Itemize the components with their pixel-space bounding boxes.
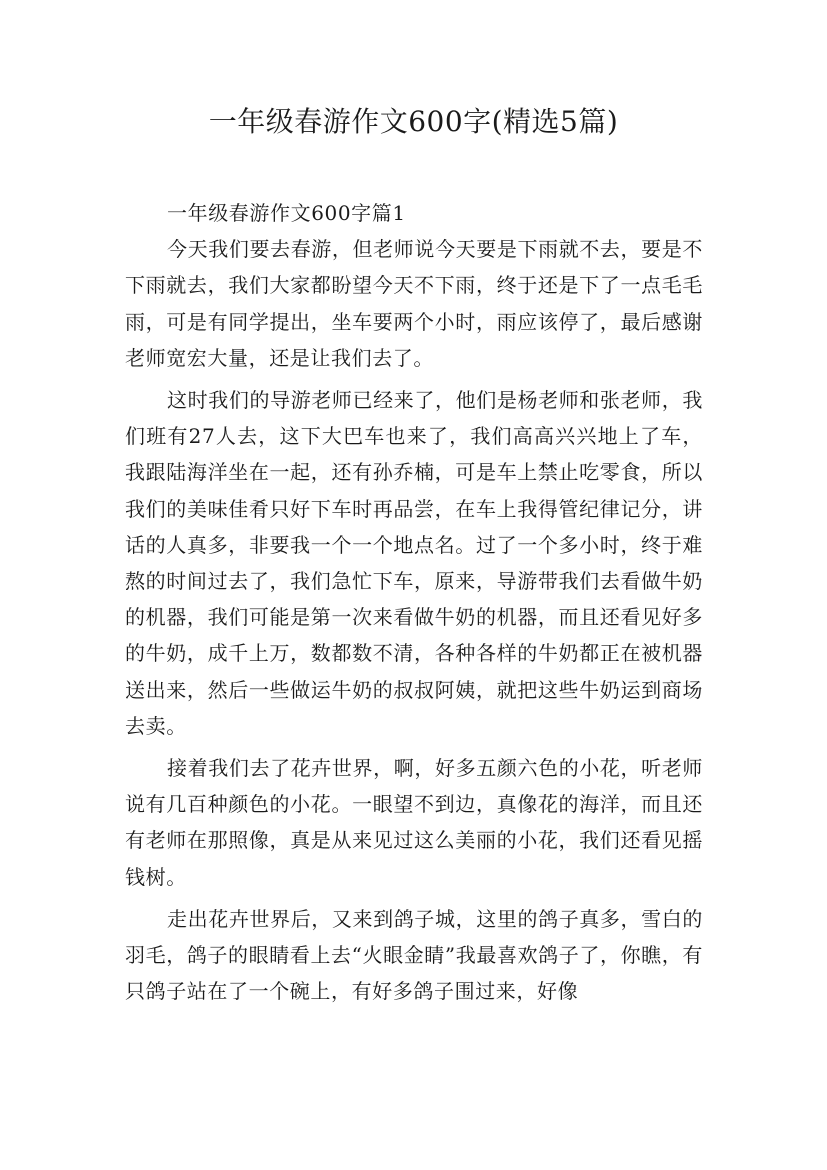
document-body [125,195,703,1009]
paragraph-1: 今天我们要去春游，但老师说今天要是下雨就不去，要是不下雨就去，我们大家都盼望今天不下雨，终于还是下了一点毛毛雨，可是有同学提出，坐车要两个小时，雨应该停了，最后感谢老师宽宏大量，还是让我们去了。 [125,237,703,370]
paragraph-2: 这时我们的导游老师已经来了，他们是杨老师和张老师，我们班有27人去，这下大巴车也来了，我们高高兴兴地上了车，我跟陆海洋坐在一起，还有孙乔楠，可是车上禁止吃零食，所以我们的美味佳肴只好下车时再品尝，在车上我得管纪律记分，讲话的人真多，非要我一个一个地点名。过了一个多小时，终于难熬的时间过去了，我们急忙下车，原来，导游带我们去看做牛奶的机器，我们可能是第一次来看做牛奶的机器，而且还看见好多的牛奶，成千上万，数都数不清，各种各样的牛奶都正在被机器送出来，然后一些做运牛奶的叔叔阿姨，就把这些牛奶运到商场去卖。 [125,388,703,738]
document-title: 一年级春游作文600字(精选5篇) [208,105,619,138]
section-heading: 一年级春游作文600字篇1 [167,201,406,225]
paragraph-4: 走出花卉世界后，又来到鸽子城，这里的鸽子真多，雪白的羽毛，鸽子的眼睛看上去“火眼金睛”我最喜欢鸽子了，你瞧，有只鸽子站在了一个碗上，有好多鸽子围过来，好像 [125,906,703,1004]
paragraph-3: 接着我们去了花卉世界，啊，好多五颜六色的小花，听老师说有几百种颜色的小花。一眼望不到边，真像花的海洋，而且还有老师在那照像，真是从来见过这么美丽的小花，我们还看见摇钱树。 [125,756,703,889]
